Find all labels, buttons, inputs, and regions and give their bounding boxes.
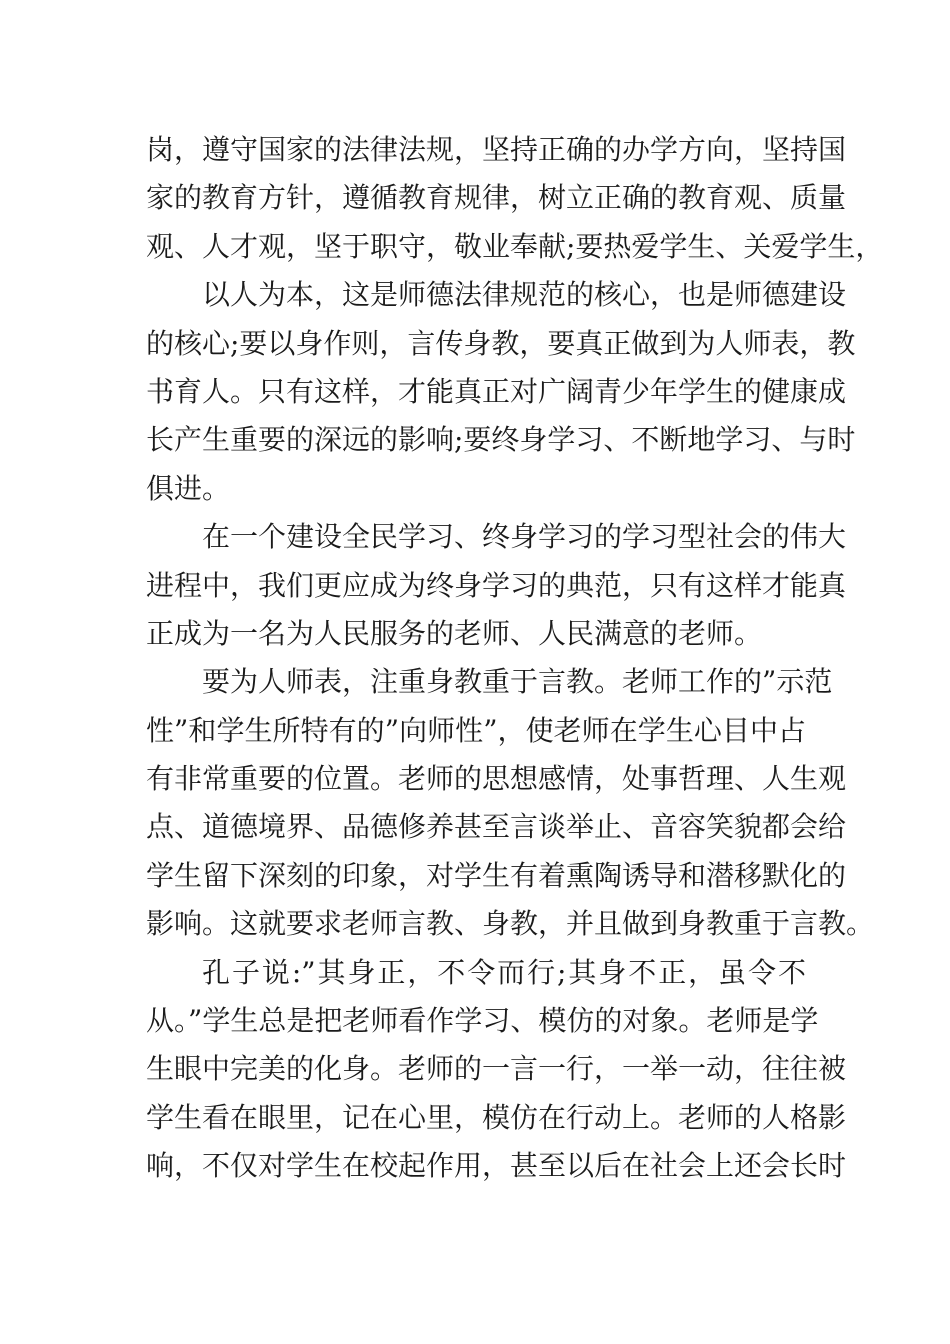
- text-line: 长产生重要的深远的影响;要终身学习、不断地学习、与时: [146, 423, 856, 457]
- text-line: 书育人。只有这样，才能真正对广阔青少年学生的健康成: [146, 374, 847, 408]
- text-line: 生眼中完美的化身。老师的一言一行，一举一动，往往被: [146, 1052, 847, 1086]
- text-line: 学生留下深刻的印象，对学生有着熏陶诱导和潜移默化的: [146, 858, 847, 892]
- text-line: 响，不仅对学生在校起作用，甚至以后在社会上还会长时: [146, 1149, 847, 1183]
- text-line: 观、人才观，坚于职守，敬业奉献;要热爱学生、关爱学生，: [146, 229, 884, 263]
- text-line: 岗，遵守国家的法律法规，坚持正确的办学方向，坚持国: [146, 133, 847, 166]
- text-line: 从。”学生总是把老师看作学习、模仿的对象。老师是学: [146, 1004, 819, 1038]
- text-line: 进程中，我们更应成为终身学习的典范，只有这样才能真: [146, 568, 847, 602]
- paragraph-first-line: 孔子说:”其身正，不令而行;其身不正，虽令不: [202, 955, 806, 989]
- paragraph-first-line: 要为人师表，注重身教重于言教。老师工作的”示范: [202, 665, 833, 699]
- text-line: 点、道德境界、品德修养甚至言谈举止、音容笑貌都会给: [146, 810, 847, 844]
- body-text: [146, 126, 884, 1191]
- paragraph-last-line: 俱进。: [146, 471, 231, 505]
- paragraph-last-line: 影响。这就要求老师言教、身教，并且做到身教重于言教。: [146, 907, 875, 941]
- paragraph-first-line: 以人为本，这是师德法律规范的核心，也是师德建设: [202, 278, 847, 312]
- text-line: 有非常重要的位置。老师的思想感情，处事哲理、人生观: [146, 762, 847, 796]
- paragraph-first-line: 在一个建设全民学习、终身学习的学习型社会的伟大: [202, 520, 847, 554]
- text-line: 家的教育方针，遵循教育规律，树立正确的教育观、质量: [146, 181, 847, 215]
- text-line: 的核心;要以身作则，言传身教，要真正做到为人师表，教: [146, 326, 856, 360]
- text-line: 性”和学生所特有的”向师性”，使老师在学生心目中占: [146, 713, 806, 747]
- text-line: 学生看在眼里，记在心里，模仿在行动上。老师的人格影: [146, 1100, 847, 1134]
- paragraph-last-line: 正成为一名为人民服务的老师、人民满意的老师。: [146, 616, 763, 650]
